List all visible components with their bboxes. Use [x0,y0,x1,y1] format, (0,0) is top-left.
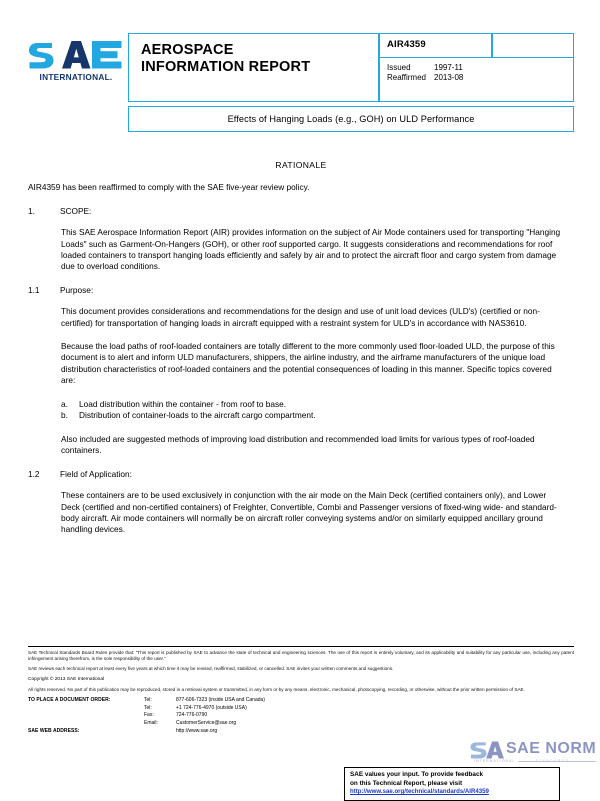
document-type-cell [128,33,379,102]
tel-label-1: Tel: [144,697,152,704]
order-tel-row-2 [28,705,574,713]
document-dates-cell [379,58,574,102]
header-main-row [128,33,574,102]
web-address-row [28,728,574,736]
order-label: TO PLACE A DOCUMENT ORDER: [28,697,111,704]
section-purpose-number: 1.1 [28,284,40,295]
field-of-application-paragraph: These containers are to be used exclusively in conjunction with the air mode on the Main Deck (certified containers only), and Lower Deck (certified and non-certified containers) of Freighter, Convertible, Combi and Passenger versions of fixed-wing wide- and standard-body aircraft. Air mode containers will normally be on aircraft roller conveying systems and/or on similarly equipped ancillary ground handling devices. [61,490,557,535]
document-header [28,33,574,145]
tel-label-2: Tel: [144,704,152,711]
section-purpose-title: Purpose: [60,284,94,295]
reaffirmed-value: 2013-08 [434,73,464,82]
issued-date-row [387,63,573,73]
feedback-link[interactable]: http://www.sae.org/technical/standards/AIR4359 [350,788,489,796]
section-purpose-heading [28,285,574,296]
legal-paragraph-2: SAE reviews each technical report at least every five years at which time it may be revised, reaffirmed, stabilized, or cancelled. SAE invites your written comments and suggestions. [28,666,394,672]
watermark-subtext-right: STANDARDS [536,759,570,763]
section-scope-title: SCOPE: [60,205,92,216]
email-label: Email: [144,720,158,726]
topics-list [61,399,564,422]
feedback-line-2: on this Technical Report, please visit [350,779,463,787]
document-subject-cell [128,106,574,132]
reaffirmed-date-row [387,73,573,83]
feedback-box [344,767,560,801]
sae-logo-mark [28,37,124,71]
web-label: SAE WEB ADDRESS: [28,727,80,734]
document-revision-blank-cell [492,33,574,58]
rationale-heading: RATIONALE [275,160,327,170]
topic-a-letter: a. [61,398,68,409]
watermark-text: SAE NORM [506,740,597,757]
spacer-cell-3 [28,720,144,728]
topic-b-letter: b. [61,410,68,421]
tel-value-1: 877-606-7323 (inside USA and Canada) [176,697,265,704]
fax-label: Fax: [144,712,154,719]
section-field-title: Field of Application: [60,468,132,479]
spacer-cell-1 [28,705,144,713]
document-number: AIR4359 [379,33,492,58]
order-email-row [28,720,574,728]
sae-logo [28,37,124,82]
document-number-row [379,33,574,58]
document-type-line-2: INFORMATION REPORT [141,59,311,75]
order-tel-row-1 [28,697,574,705]
topic-b-text: Distribution of container-loads to the aircraft cargo compartment. [79,410,316,421]
rationale-text: AIR4359 has been reaffirmed to comply with the SAE five-year review policy. [28,182,310,193]
purpose-paragraph-3: Also included are suggested methods of improving load distribution and recommended load limits for various types of roof-loaded containers. [61,433,535,456]
document-body [28,160,574,548]
spacer-cell-2 [28,712,144,720]
issued-value: 1997-11 [434,63,463,72]
section-scope-heading [28,206,574,217]
issued-label: Issued [387,63,411,72]
watermark-rule [518,761,596,762]
section-field-number: 1.2 [28,468,40,479]
topic-item-a [61,399,564,411]
header-grid [128,33,574,132]
purpose-paragraph-2: Because the load paths of roof-loaded containers are totally different to the more commonly used floor-loaded ULD, the purpose of this document is to alert and inform ULD manufacturers, shippers, the airline industry, and the airframe manufacturers of the unique load distribution characteristics of roof-loaded containers and the potential consequences of loading in this manner. Specific topics covered are: [61,341,555,386]
section-field-heading [28,469,574,480]
section-scope-paragraph: This SAE Aerospace Information Report (AIR) provides information on the subject of Air Mode containers used for transporting "Hanging Loads" such as Garment-On-Hangers (GOH), or other roof supported cargo. It suggests considerations and recommendations for roof loaded containers to transport hanging loads efficiently and safely by air and to protect the aircraft floor and cargo system from damage due to overload conditions. [61,227,561,272]
email-value[interactable]: CustomerService@sae.org [176,720,237,726]
tel-value-2: +1 724-776-4970 (outside USA) [176,704,247,711]
document-subject: Effects of Hanging Loads (e.g., GOH) on ULD Performance [227,114,475,124]
sae-logo-subtitle: INTERNATIONAL. [39,72,113,82]
section-scope-number: 1. [28,205,35,216]
legal-paragraph-3: All rights reserved. No part of this publication may be reproduced, stored in a retrieval system or transmitted, in any form or by any means, electronic, mechanical, photocopying, recording, or otherwise, without the prior written permission of SAE. [28,687,525,693]
legal-paragraph-1: SAE Technical Standards Board Rules provide that: "This report is published by SAE to advance the state of technical and engineering sciences. The use of this report is entirely voluntary, and its applicability and suitability for any particular use, including any patent infringement arising therefrom, is the sole responsibility of the user." [28,650,574,662]
watermark-subtext-left: INTERNATIONAL. [474,759,518,763]
fax-value: 724-776-0790 [176,712,208,719]
copyright-notice: Copyright © 2013 SAE International [28,676,105,682]
spacer-cell-4 [144,728,176,736]
web-value[interactable]: http://www.sae.org [176,727,218,734]
document-type-line-1: AEROSPACE [141,42,234,58]
order-fax-row [28,712,574,720]
watermark-logo-icon [470,739,504,761]
document-meta-cell [379,33,574,102]
footer-divider [28,646,574,647]
reaffirmed-label: Reaffirmed [387,73,426,82]
purpose-paragraph-1: This document provides considerations and recommendations for the design and use of unit load devices (ULD's) (certified or non-certified) for transportation of hanging loads in aircraft equipped with a restraint system for ULD's in accordance with NAS3610. [61,306,540,328]
topic-a-text: Load distribution within the container - from roof to base. [79,398,287,409]
feedback-line-1: SAE values your input. To provide feedback [350,771,484,779]
topic-item-b [61,410,564,422]
